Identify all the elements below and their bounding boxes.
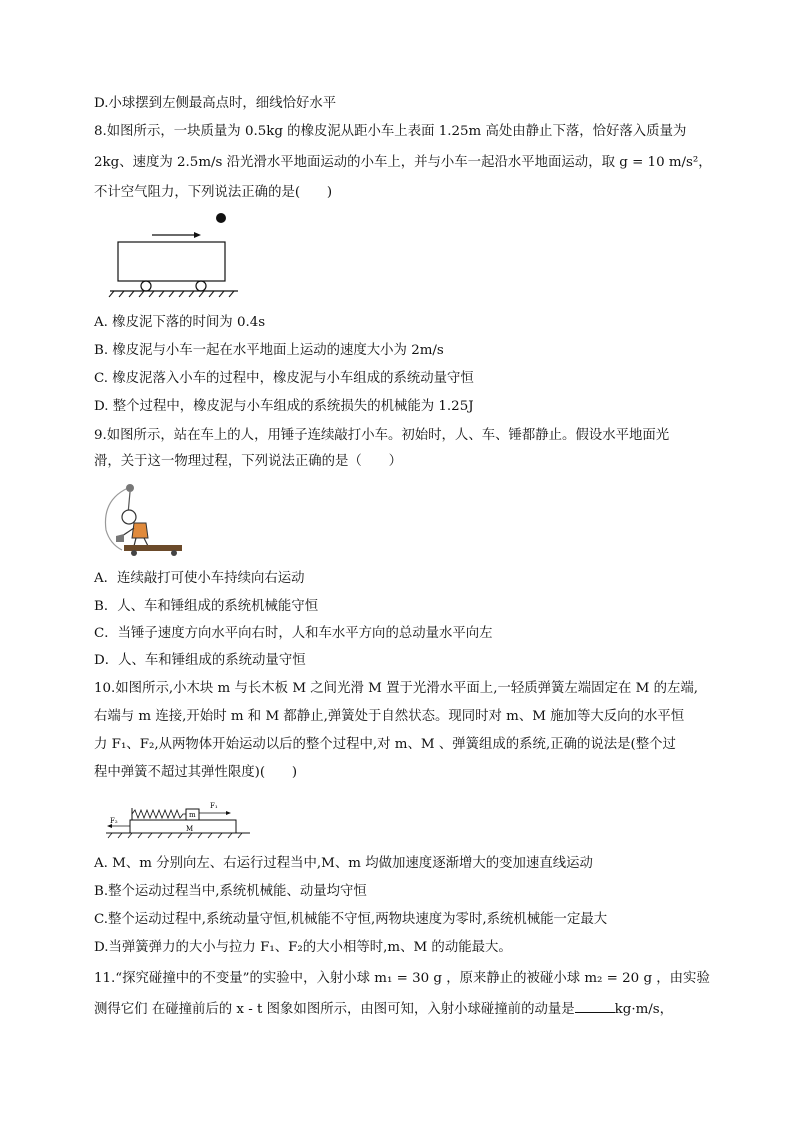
cart-wheel-right — [196, 281, 206, 291]
q9-stem-line-2: 滑，关于这一物理过程，下列说法正确的是（ ） — [94, 454, 402, 469]
q9-option-b: B．人、车和锤组成的系统机械能守恒 — [94, 599, 319, 614]
q10-option-b: B.整个运动过程当中,系统机械能、动量均守恒 — [94, 884, 367, 899]
board-M-label: M — [186, 825, 194, 833]
cart-wheel-left — [141, 281, 151, 291]
q11-answer-blank[interactable] — [575, 998, 615, 1013]
q11-unit-text: kg·m/s， — [614, 1002, 674, 1017]
q8-stem-line-2: 2kg、速度为 2.5m/s 沿光滑水平地面运动的小车上，并与小车一起沿水平地面运动，取 g = 10 m/s²， — [94, 155, 712, 170]
q10-option-d: D.当弹簧弹力的大小与拉力 F₁、F₂的大小相等时,m、M 的动能最大。 — [94, 940, 512, 955]
q8-option-d: D. 整个过程中，橡皮泥与小车组成的系统损失的机械能为 1.25J — [94, 399, 474, 414]
q10-option-a: A. M、m 分别向左、右运行过程当中,M、m 均做加速度逐渐增大的变加速直线运动 — [94, 856, 593, 871]
q9-option-d: D．人、车和锤组成的系统动量守恒 — [94, 653, 306, 668]
q8-option-c: C. 橡皮泥落入小车的过程中，橡皮泥与小车组成的系统动量守恒 — [94, 371, 474, 386]
q10-spring-block-figure — [102, 796, 252, 842]
ground-hatching — [109, 291, 234, 297]
q11-stem-line-2 — [94, 998, 673, 1020]
q10-stem-line-2: 右端与 m 连接,开始时 m 和 M 都静止,弹簧处于自然状态。现同时对 m、M 施加等大反向的水平恒 — [94, 709, 685, 724]
q10-option-c: C.整个运动过程中,系统动量守恒,机械能不守恒,两物块速度为零时,系统机械能一定最大 — [94, 912, 608, 927]
velocity-arrowhead — [194, 232, 201, 238]
cart-wheel — [131, 550, 137, 556]
force-F1-label: F₁ — [210, 802, 218, 810]
q8-cart-figure — [104, 208, 244, 300]
q9-hammer-cart-figure — [98, 480, 188, 560]
putty-ball — [216, 213, 226, 223]
person-body — [132, 523, 148, 538]
hammer-near-cart — [116, 534, 124, 542]
q10-stem-line-4: 程中弹簧不超过其弹性限度)( ) — [94, 765, 298, 780]
force-F2-label: F₂ — [110, 817, 118, 825]
cart-body — [118, 242, 225, 281]
floor-hatching — [108, 833, 242, 838]
q9-option-c: C．当锤子速度方向水平向右时，人和车水平方向的总动量水平向左 — [94, 626, 493, 641]
q11-stem-line-1: 11.“探究碰撞中的不变量”的实验中，入射小球 m₁ = 30 g ，原来静止的被碰小球 m₂ = 20 g ，由实验 — [94, 971, 710, 986]
q8-option-b: B. 橡皮泥与小车一起在水平地面上运动的速度大小为 2m/s — [94, 343, 444, 358]
q8-stem-line-1: 8.如图所示，一块质量为 0.5kg 的橡皮泥从距小车上表面 1.25m 高处由静止下落，恰好落入质量为 — [94, 124, 687, 139]
q8-stem-line-3: 不计空气阻力，下列说法正确的是( ) — [94, 185, 333, 200]
q9-option-a: A．连续敲打可使小车持续向右运动 — [94, 571, 305, 586]
hammer-head — [126, 484, 134, 492]
previous-option-d: D.小球摆到左侧最高点时，细线恰好水平 — [94, 96, 337, 111]
person-head — [122, 510, 136, 524]
block-m-label: m — [189, 811, 196, 819]
cart-wheel — [171, 550, 177, 556]
q10-stem-line-3: 力 F₁、F₂,从两物体开始运动以后的整个过程中,对 m、M 、弹簧组成的系统,正确的说法是(整个过 — [94, 737, 676, 752]
spring — [132, 810, 186, 818]
board-M — [130, 820, 236, 833]
q8-option-a: A. 橡皮泥下落的时间为 0.4s — [94, 315, 266, 330]
q10-stem-line-1: 10.如图所示,小木块 m 与长木板 M 之间光滑 M 置于光滑水平面上,一轻质弹簧左端固定在 M 的左端, — [94, 681, 699, 696]
q11-stem-text: 测得它们 在碰撞前后的 x - t 图象如图所示，由图可知，入射小球碰撞前的动量是 — [94, 1002, 575, 1017]
q9-stem-line-1: 9.如图所示，站在车上的人，用锤子连续敲打小车。初始时，人、车、锤都静止。假设水平地面光 — [94, 428, 670, 443]
